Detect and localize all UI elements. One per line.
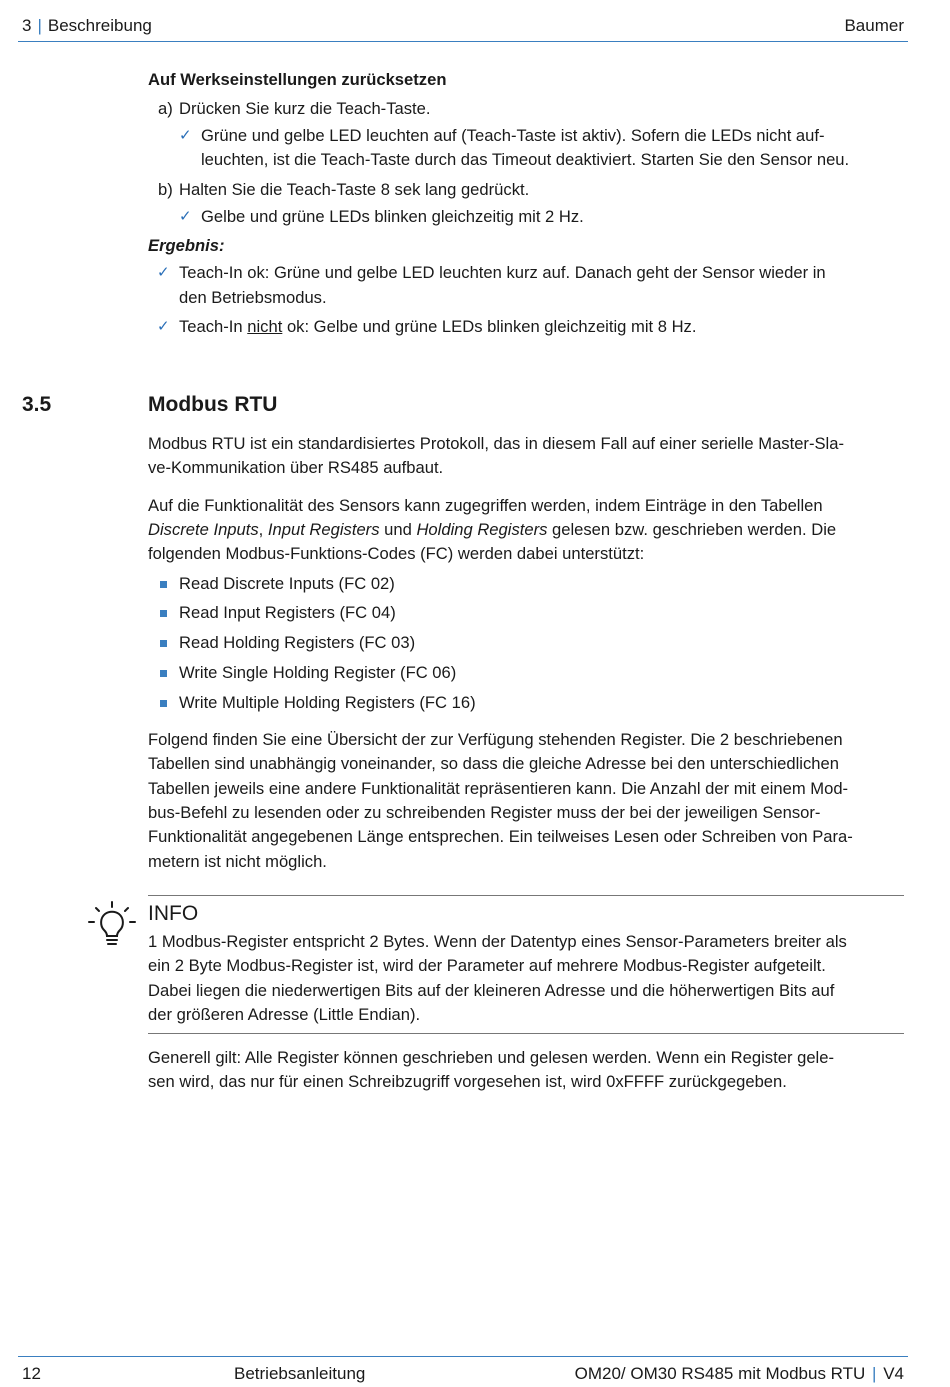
- p3-line: metern ist nicht möglich.: [148, 852, 327, 871]
- brand-name: Baumer: [844, 16, 904, 35]
- page-number: 12: [22, 1364, 41, 1383]
- p2-line2: [148, 519, 836, 541]
- info-title: INFO: [148, 902, 199, 925]
- info-line: 1 Modbus-Register entspricht 2 Bytes. Wenn der Datentyp eines Sensor-Parameters breiter als: [148, 932, 847, 951]
- header-separator: |: [37, 16, 42, 35]
- info-line: Dabei liegen die niederwertigen Bits auf der kleineren Adresse und die höherwertigen Bits auf: [148, 981, 835, 1000]
- square-bullet-icon: [160, 640, 167, 647]
- p3-line: bus-Befehl zu lesenden oder zu schreibenden Register muss der bei der jeweiligen Sensor-: [148, 803, 821, 822]
- square-bullet-icon: [160, 670, 167, 677]
- running-header-chapter: [22, 15, 152, 37]
- step-b-text: Halten Sie die Teach-Taste 8 sek lang gedrückt.: [179, 180, 530, 199]
- fc-list-item: Read Holding Registers (FC 03): [179, 633, 416, 652]
- check-a1-line1: Grüne und gelbe LED leuchten auf (Teach-Taste ist aktiv). Sofern die LEDs nicht auf-: [201, 126, 825, 145]
- square-bullet-icon: [160, 610, 167, 617]
- check-icon: ✓: [157, 264, 170, 281]
- reset-heading: Auf Werkseinstellungen zurücksetzen: [148, 70, 447, 89]
- p3-line: Tabellen jeweils eine andere Funktionalität repräsentieren kann. Die Anzahl der mit einem Mod-: [148, 779, 849, 798]
- section-title: Modbus RTU: [148, 393, 278, 416]
- square-bullet-icon: [160, 700, 167, 707]
- check-a1-line2: leuchten, ist die Teach-Taste durch das Timeout deaktiviert. Starten Sie den Sensor neu.: [201, 150, 850, 169]
- info-line: der größeren Adresse (Little Endian).: [148, 1005, 421, 1024]
- result-label: Ergebnis:: [148, 236, 225, 255]
- version: V4: [883, 1364, 904, 1383]
- check-icon: ✓: [179, 127, 192, 144]
- term-holding-registers: Holding Registers: [416, 520, 548, 539]
- check-icon: ✓: [157, 318, 170, 335]
- info-line: ein 2 Byte Modbus-Register ist, wird der Parameter auf mehrere Modbus-Register aufgeteilt.: [148, 956, 826, 975]
- square-bullet-icon: [160, 581, 167, 588]
- lightbulb-icon: [86, 900, 138, 952]
- fc-list-item: Read Discrete Inputs (FC 02): [179, 574, 395, 593]
- result1-line2: den Betriebsmodus.: [179, 288, 327, 307]
- result2-emphasis: nicht: [247, 317, 283, 336]
- info-top-rule: [148, 895, 904, 896]
- result2-part2: ok: Gelbe und grüne LEDs blinken gleichzeitig mit 8 Hz.: [282, 317, 697, 336]
- p1-line1: Modbus RTU ist ein standardisiertes Protokoll, das in diesem Fall auf einer serielle Master-Sla-: [148, 434, 844, 453]
- p3-line: Folgend finden Sie eine Übersicht der zur Verfügung stehenden Register. Die 2 beschriebenen: [148, 730, 843, 749]
- p2-rest: gelesen bzw. geschrieben werden. Die: [547, 520, 837, 539]
- chapter-title: Beschreibung: [47, 16, 152, 35]
- step-a-text: Drücken Sie kurz die Teach-Taste.: [179, 99, 431, 118]
- product-name: OM20/ OM30 RS485 mit Modbus RTU: [574, 1364, 866, 1383]
- footer-rule: [18, 1356, 908, 1357]
- result2-part1: Teach-In: [179, 317, 248, 336]
- term-discrete-inputs: Discrete Inputs: [148, 520, 259, 539]
- chapter-number: 3: [22, 16, 32, 35]
- fc-list-item: Write Single Holding Register (FC 06): [179, 663, 457, 682]
- fc-list-item: Read Input Registers (FC 04): [179, 603, 396, 622]
- p4-line: sen wird, das nur für einen Schreibzugriff vorgesehen ist, wird 0xFFFF zurückgegeben.: [148, 1072, 787, 1091]
- check-b1-text: Gelbe und grüne LEDs blinken gleichzeitig mit 2 Hz.: [201, 207, 584, 226]
- fc-list-item: Write Multiple Holding Registers (FC 16): [179, 693, 476, 712]
- p4-line: Generell gilt: Alle Register können geschrieben und gelesen werden. Wenn ein Register gele-: [148, 1048, 834, 1067]
- step-a-marker: a): [158, 99, 173, 118]
- footer-product: [575, 1363, 904, 1385]
- p3-line: Tabellen sind unabhängig voneinander, so dass die gleiche Adresse bei den unterschiedlichen: [148, 754, 839, 773]
- info-bottom-rule: [148, 1033, 904, 1034]
- document-type: Betriebsanleitung: [234, 1364, 366, 1383]
- step-b-marker: b): [158, 180, 173, 199]
- p1-line2: ve-Kommunikation über RS485 aufbaut.: [148, 458, 444, 477]
- p3-line: Funktionalität angegebenen Länge entsprechen. Ein teilweises Lesen oder Schreiben von Para-: [148, 827, 853, 846]
- p2-comma: ,: [258, 520, 268, 539]
- term-input-registers: Input Registers: [267, 520, 380, 539]
- footer-separator: |: [872, 1364, 877, 1383]
- header-rule: [18, 41, 908, 42]
- result1-line1: Teach-In ok: Grüne und gelbe LED leuchten kurz auf. Danach geht der Sensor wieder in: [179, 263, 826, 282]
- p2-line3: folgenden Modbus-Funktions-Codes (FC) werden dabei unterstützt:: [148, 544, 645, 563]
- p2-line1: Auf die Funktionalität des Sensors kann zugegriffen werden, indem Einträge in den Tabellen: [148, 496, 823, 515]
- p2-und: und: [379, 520, 417, 539]
- result2-text: [179, 316, 696, 338]
- section-number: 3.5: [22, 393, 52, 416]
- check-icon: ✓: [179, 208, 192, 225]
